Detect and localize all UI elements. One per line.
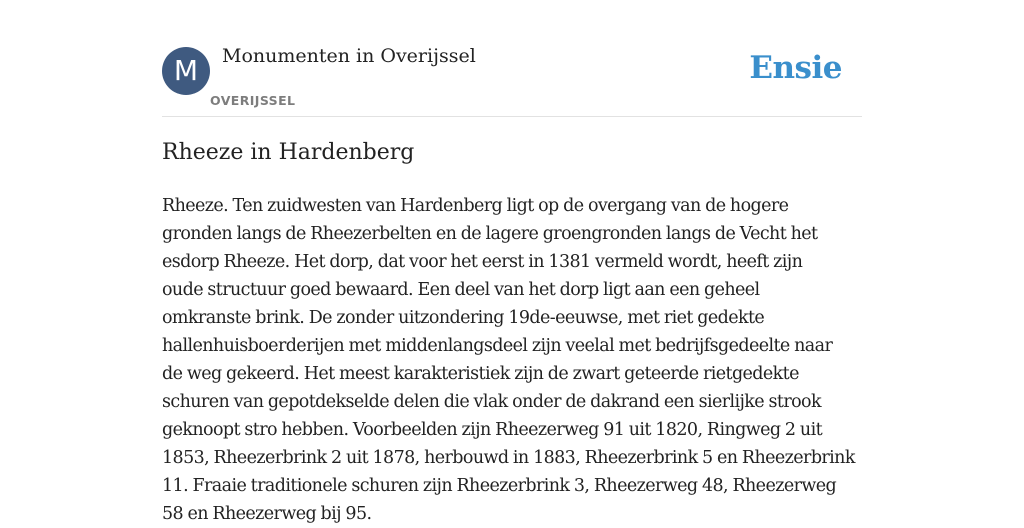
avatar[interactable]: M — [162, 47, 210, 95]
body-line: omkranste brink. De zonder uitzondering 19de-eeuwse, met riet gedekte — [162, 308, 765, 328]
site-title[interactable]: Monumenten in Overijssel — [222, 45, 476, 67]
body-line: Rheeze. Ten zuidwesten van Hardenberg ligt op de overgang van de hogere — [162, 196, 789, 216]
body-line: geknoopt stro hebben. Voorbeelden zijn Rheezerweg 91 uit 1820, Ringweg 2 uit — [162, 420, 823, 440]
body-line: 58 en Rheezerweg bij 95. — [162, 504, 372, 524]
body-line: oude structuur goed bewaard. Een deel van het dorp ligt aan een geheel — [162, 280, 760, 300]
brand-logo[interactable]: Ensie — [749, 50, 842, 86]
body-line: 1853, Rheezerbrink 2 uit 1878, herbouwd in 1883, Rheezerbrink 5 en Rheezerbrink — [162, 448, 855, 468]
body-line: hallenhuisboerderijen met middenlangsdeel zijn veelal met bedrijfsgedeelte naar — [162, 336, 833, 356]
body-line: schuren van gepotdekselde delen die vlak onder de dakrand een sierlijke strook — [162, 392, 821, 412]
article-title: Rheeze in Hardenberg — [162, 140, 415, 165]
category-label[interactable]: OVERIJSSEL — [210, 93, 296, 108]
body-line: 11. Fraaie traditionele schuren zijn Rheezerbrink 3, Rheezerweg 48, Rheezerweg — [162, 476, 837, 496]
body-line: de weg gekeerd. Het meest karakteristiek zijn de zwart geteerde rietgedekte — [162, 364, 799, 384]
site-header — [162, 0, 862, 117]
body-line: gronden langs de Rheezerbelten en de lagere groengronden langs de Vecht het — [162, 224, 818, 244]
article-body — [162, 192, 862, 528]
body-line: esdorp Rheeze. Het dorp, dat voor het eerst in 1381 vermeld wordt, heeft zijn — [162, 252, 803, 272]
